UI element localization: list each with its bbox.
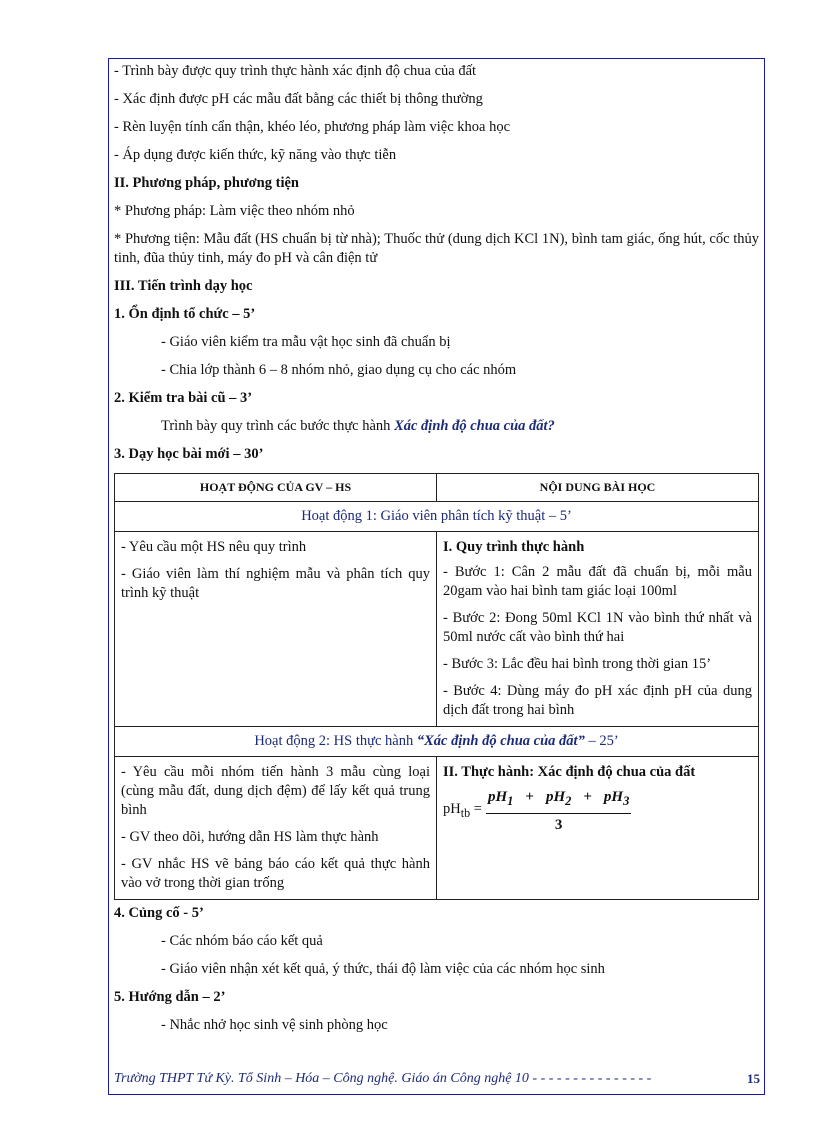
term-1: pH (487, 789, 508, 805)
table-text: - Bước 2: Đong 50ml KCl 1N vào bình thứ nhất và 50ml nước cất vào bình thứ hai (443, 610, 752, 645)
term-2: pH (545, 789, 566, 805)
activity-teacher-cell (115, 757, 437, 900)
review-question-emphasis: Xác định độ chua của đất? (394, 418, 555, 434)
step-item: - Chia lớp thành 6 – 8 nhóm nhỏ, giao dụng cụ cho các nhóm (161, 362, 517, 378)
step-heading: 3. Dạy học bài mới – 30’ (114, 446, 264, 462)
step-heading: 5. Hướng dẫn – 2’ (114, 989, 226, 1005)
ph-formula (443, 788, 752, 835)
step-heading: 2. Kiểm tra bài cũ – 3’ (114, 390, 253, 406)
formula-lhs (443, 800, 482, 823)
plus-sign: + (583, 789, 592, 805)
formula-equals: = (473, 801, 482, 818)
formula-lhs-text: pH (443, 801, 461, 818)
table-header-activities: HOẠT ĐỘNG CỦA GV – HS (115, 474, 437, 502)
review-question (114, 417, 759, 436)
table-text: - GV nhắc HS vẽ bảng báo cáo kết quả thực hành vào vở trong thời gian trống (121, 856, 430, 891)
step-item: - Các nhóm báo cáo kết quả (161, 933, 323, 949)
objective-item: - Trình bày được quy trình thực hành xác định độ chua của đất (114, 63, 477, 79)
table-text: - Yêu cầu mỗi nhóm tiến hành 3 mẫu cùng loại (cùng mẫu đất, dung dịch đệm) để lấy kết quả trung bình (121, 764, 430, 818)
step-item: - Nhắc nhở học sinh vệ sinh phòng học (161, 1017, 388, 1033)
activity-title: Hoạt động 1: Giáo viên phân tích kỹ thuật – 5’ (115, 502, 759, 532)
table-text: - Bước 3: Lắc đều hai bình trong thời gian 15’ (443, 656, 712, 672)
means-text: * Phương tiện: Mẫu đất (HS chuẩn bị từ nhà); Thuốc thử (dung dịch KCl 1N), bình tam giác, ống hút, cốc thủy tinh, đũa thủy tinh, máy đo pH và cân điện tử (114, 231, 759, 266)
review-question-text: Trình bày quy trình các bước thực hành (161, 418, 395, 434)
page-footer: Trường THPT Tứ Kỳ. Tổ Sinh – Hóa – Công nghệ. Giáo án Công nghệ 10 - - - - - - - - - - - - - - - (114, 1071, 652, 1086)
section-heading: II. Phương pháp, phương tiện (114, 175, 299, 191)
step-item: - Giáo viên kiểm tra mẫu vật học sinh đã chuẩn bị (161, 334, 451, 350)
lesson-table (114, 473, 759, 900)
content-heading: II. Thực hành: Xác định độ chua của đất (443, 764, 696, 780)
activity-title-text: Hoạt động 2: HS thực hành (254, 733, 417, 749)
page-number: 15 (747, 1071, 760, 1086)
content-heading: I. Quy trình thực hành (443, 539, 585, 555)
activity-title-duration: – 25’ (584, 733, 619, 749)
formula-fraction (486, 788, 631, 835)
table-header-content: NỘI DUNG BÀI HỌC (437, 474, 759, 502)
formula-lhs-sub: tb (460, 805, 471, 820)
activity-title (115, 727, 759, 757)
activity-content-cell (437, 757, 759, 900)
objective-item: - Xác định được pH các mẫu đất bằng các thiết bị thông thường (114, 91, 483, 107)
step-heading: 4. Củng cố - 5’ (114, 905, 204, 921)
objective-item: - Áp dụng được kiến thức, kỹ năng vào thực tiễn (114, 147, 397, 163)
activity-teacher-cell (115, 532, 437, 727)
term-3: pH (603, 789, 624, 805)
section-heading: III. Tiến trình dạy học (114, 278, 253, 294)
formula-numerator (486, 788, 631, 814)
term-2-sub: 2 (565, 794, 572, 808)
method-text: * Phương pháp: Làm việc theo nhóm nhỏ (114, 203, 355, 219)
plus-sign: + (525, 789, 534, 805)
table-text: - Yêu cầu một HS nêu quy trình (121, 539, 307, 555)
formula-denominator: 3 (554, 817, 563, 833)
activity-title-emphasis: “Xác định độ chua của đất” (416, 733, 585, 749)
table-text: - Giáo viên làm thí nghiệm mẫu và phân tích quy trình kỹ thuật (121, 566, 430, 601)
activity-content-cell (437, 532, 759, 727)
objective-item: - Rèn luyện tính cẩn thận, khéo léo, phương pháp làm việc khoa học (114, 119, 511, 135)
table-text: - Bước 1: Cân 2 mẫu đất đã chuẩn bị, mỗi mẫu 20gam vào hai bình tam giác loại 100ml (443, 564, 752, 599)
table-text: - Bước 4: Dùng máy đo pH xác định pH của dung dịch đất trong hai bình (443, 683, 752, 718)
step-item: - Giáo viên nhận xét kết quả, ý thức, thái độ làm việc của các nhóm học sinh (161, 961, 605, 977)
term-1-sub: 1 (507, 794, 514, 808)
term-3-sub: 3 (623, 794, 630, 808)
step-heading: 1. Ổn định tổ chức – 5’ (114, 306, 256, 322)
table-text: - GV theo dõi, hướng dẫn HS làm thực hành (121, 829, 379, 845)
lesson-content (114, 62, 759, 1044)
